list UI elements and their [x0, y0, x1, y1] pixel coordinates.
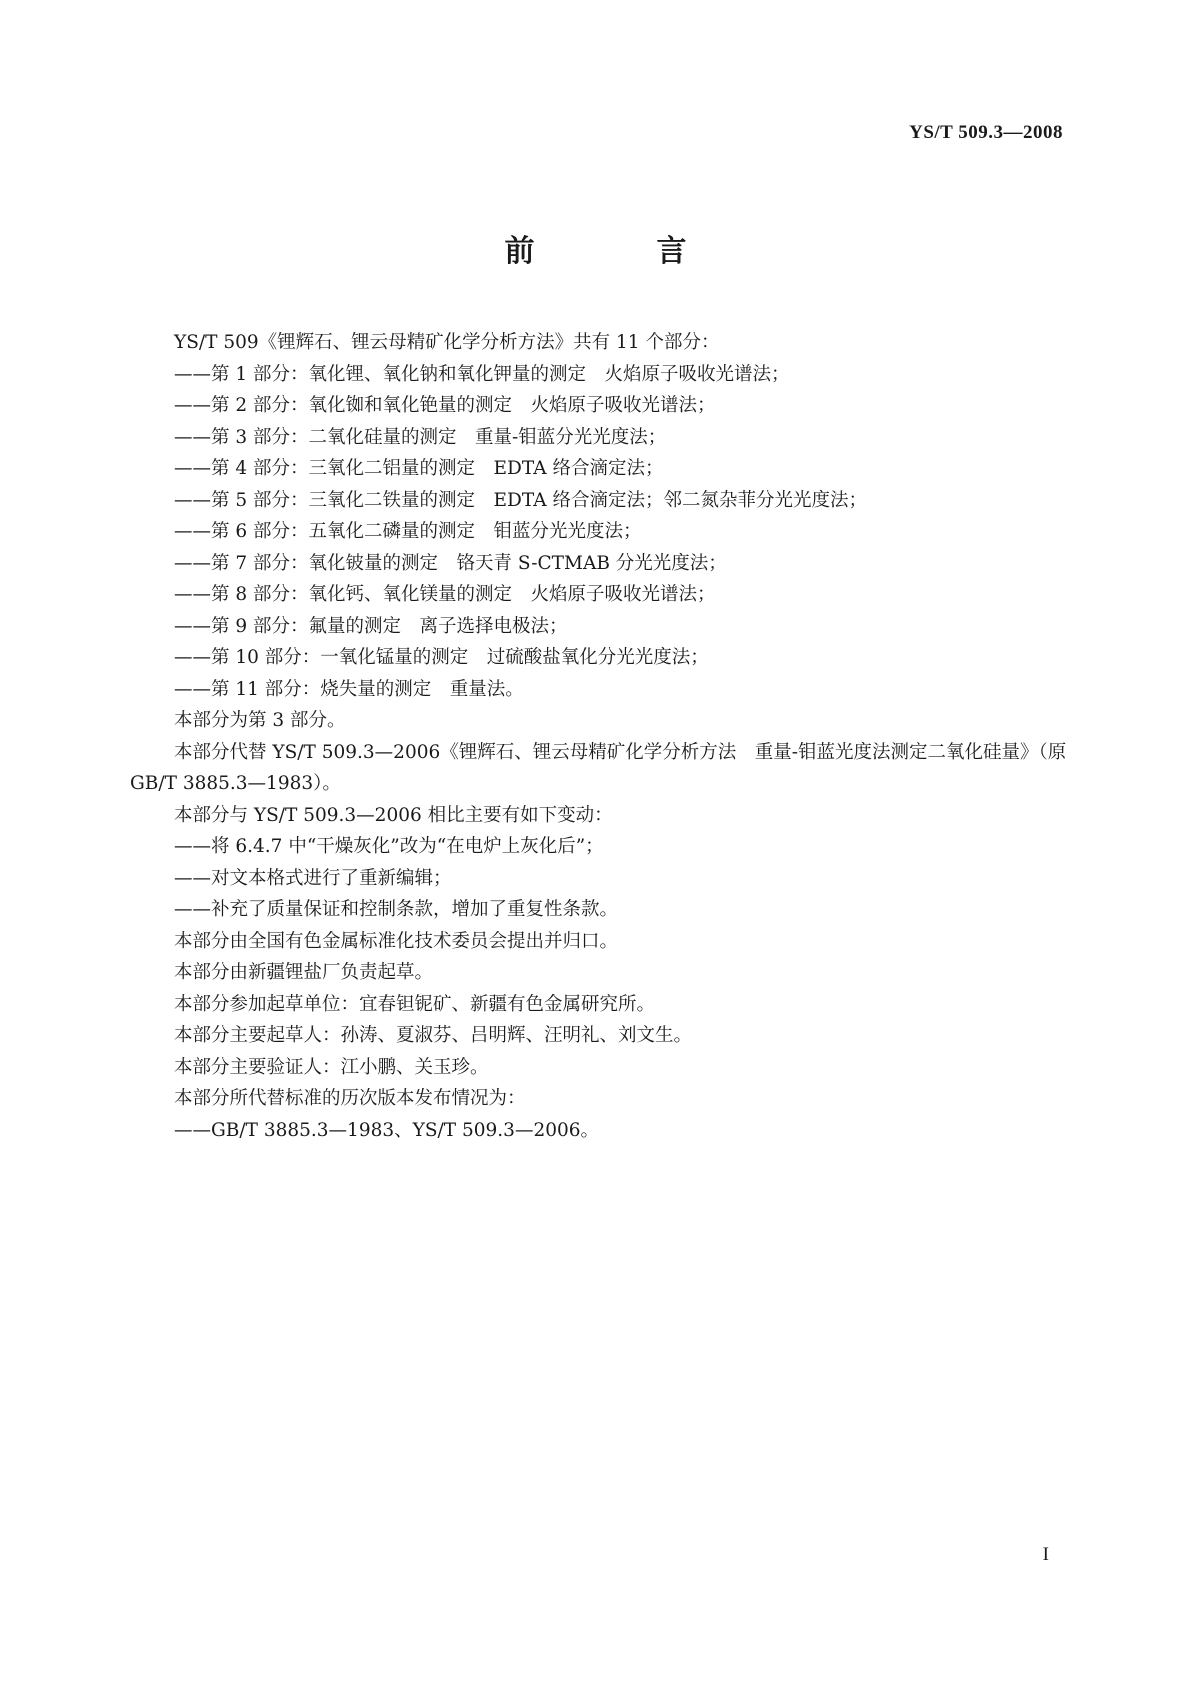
document-body — [130, 327, 1068, 1146]
change-item: ——将 6.4.7 中“干燥灰化”改为“在电炉上灰化后”； — [174, 836, 604, 857]
parts-list — [130, 359, 1068, 706]
changes-intro-paragraph: 本部分与 YS/T 509.3—2006 相比主要有如下变动： — [174, 804, 613, 826]
intro-paragraph: YS/T 509《锂辉石、锂云母精矿化学分析方法》共有 11 个部分： — [174, 332, 720, 353]
verifiers-paragraph: 本部分主要验证人：江小鹏、关玉珍。 — [174, 1056, 489, 1078]
this-part-paragraph: 本部分为第 3 部分。 — [174, 710, 346, 731]
part-item: ——第 7 部分：氧化铍量的测定 铬天青 S-CTMAB 分光光度法； — [174, 552, 727, 574]
replaces-paragraph: 本部分代替 YS/T 509.3—2006《锂辉石、锂云母精矿化学分析方法 重量-钼蓝光度法测定二氧化硅量》（原 GB/T 3885.3—1983）。 — [130, 741, 1067, 794]
part-item: ——第 2 部分：氧化铷和氧化铯量的测定 火焰原子吸收光谱法； — [174, 395, 716, 416]
drafted-by-paragraph: 本部分由新疆锂盐厂负责起草。 — [174, 962, 434, 983]
changes-list — [130, 831, 1068, 926]
change-item: ——补充了质量保证和控制条款，增加了重复性条款。 — [174, 899, 619, 920]
part-item: ——第 1 部分：氧化锂、氧化钠和氧化钾量的测定 火焰原子吸收光谱法； — [174, 363, 790, 385]
history-intro-paragraph: 本部分所代替标准的历次版本发布情况为： — [174, 1088, 526, 1109]
participants-paragraph: 本部分参加起草单位：宜春钽铌矿、新疆有色金属研究所。 — [174, 993, 656, 1015]
main-drafters-paragraph: 本部分主要起草人：孙涛、夏淑芬、吕明辉、汪明礼、刘文生。 — [174, 1025, 693, 1046]
page-title: 前 言 — [504, 234, 733, 269]
page-number: I — [1042, 1544, 1049, 1565]
part-item: ——第 11 部分：烧失量的测定 重量法。 — [174, 678, 524, 700]
part-item: ——第 4 部分：三氧化二铝量的测定 EDTA 络合滴定法； — [174, 458, 664, 479]
history-item: ——GB/T 3885.3—1983、YS/T 509.3—2006。 — [174, 1119, 600, 1141]
part-item: ——第 5 部分：三氧化二铁量的测定 EDTA 络合滴定法；邻二氮杂菲分光光度法； — [174, 489, 867, 511]
part-item: ——第 8 部分：氧化钙、氧化镁量的测定 火焰原子吸收光谱法； — [174, 584, 716, 605]
change-item: ——对文本格式进行了重新编辑； — [174, 867, 452, 889]
part-item: ——第 6 部分：五氧化二磷量的测定 钼蓝分光光度法； — [174, 521, 642, 542]
standard-number: YS/T 509.3—2008 — [909, 122, 1063, 143]
proposed-by-paragraph: 本部分由全国有色金属标准化技术委员会提出并归口。 — [174, 930, 619, 952]
part-item: ——第 10 部分：一氧化锰量的测定 过硫酸盐氧化分光光度法； — [174, 647, 709, 668]
part-item: ——第 9 部分：氟量的测定 离子选择电极法； — [174, 615, 568, 637]
history-list — [130, 1115, 1068, 1147]
part-item: ——第 3 部分：二氧化硅量的测定 重量-钼蓝分光光度法； — [174, 426, 667, 448]
